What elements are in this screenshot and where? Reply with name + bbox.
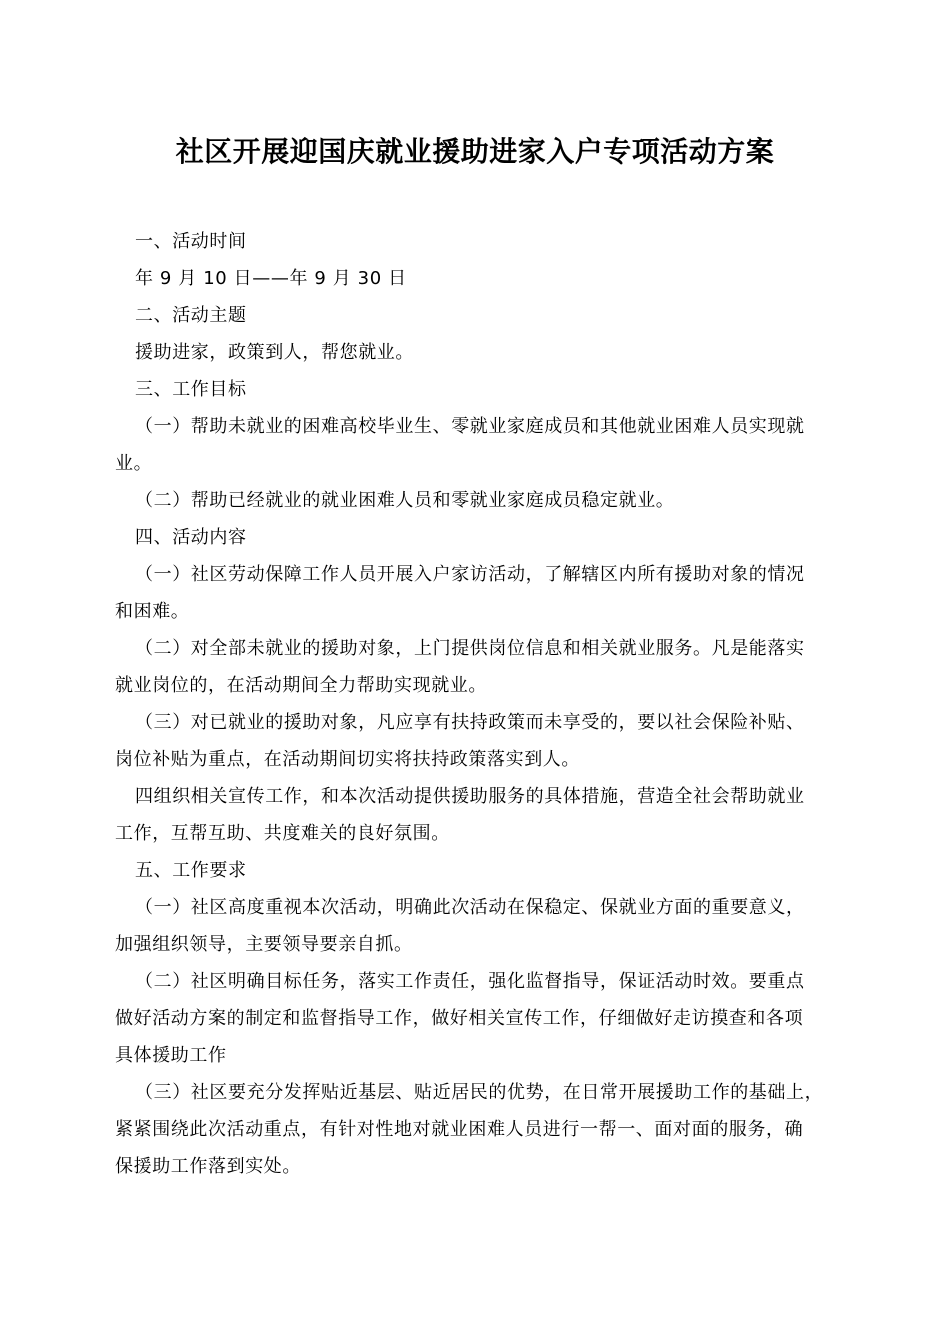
paragraph-line: 加强组织领导，主要领导要亲自抓。 [115,934,413,955]
document-body [115,223,840,1185]
section-heading-theme: 二、活动主题 [135,305,247,326]
paragraph-line: 做好活动方案的制定和监督指导工作，做好相关宣传工作，仔细做好走访摸查和各项 [115,1008,804,1029]
paragraph-line: 和困难。 [115,601,190,622]
paragraph-line: （二）对全部未就业的援助对象，上门提供岗位信息和相关就业服务。凡是能落实 [135,638,805,659]
paragraph-line: （三）对已就业的援助对象，凡应享有扶持政策而未享受的，要以社会保险补贴、 [135,712,805,733]
document-title: 社区开展迎国庆就业援助进家入户专项活动方案 [175,135,775,168]
paragraph-line: （二）社区明确目标任务，落实工作责任，强化监督指导，保证活动时效。要重点 [135,971,805,992]
paragraph-line: 四组织相关宣传工作，和本次活动提供援助服务的具体措施，营造全社会帮助就业 [135,786,805,807]
paragraph-line: （三）社区要充分发挥贴近基层、贴近居民的优势，在日常开展援助工作的基础上， [135,1082,824,1103]
paragraph-line: 紧紧围绕此次活动重点，有针对性地对就业困难人员进行一帮一、面对面的服务，确 [115,1119,804,1140]
paragraph-line: （一）帮助未就业的困难高校毕业生、零就业家庭成员和其他就业困难人员实现就 [135,416,805,437]
paragraph-line: （二）帮助已经就业的就业困难人员和零就业家庭成员稳定就业。 [135,490,675,511]
paragraph-line: 具体援助工作 [115,1045,227,1066]
section-heading-requirements: 五、工作要求 [135,860,247,881]
paragraph-line: （一）社区劳动保障工作人员开展入户家访活动，了解辖区内所有援助对象的情况 [135,564,805,585]
paragraph-line: 保援助工作落到实处。 [115,1156,301,1177]
paragraph-line: 岗位补贴为重点，在活动期间切实将扶持政策落实到人。 [115,749,580,770]
section-heading-content: 四、活动内容 [135,527,247,548]
paragraph-line: 工作，互帮互助、共度难关的良好氛围。 [115,823,450,844]
paragraph-line: 援助进家，政策到人，帮您就业。 [135,342,414,363]
paragraph-line: 就业岗位的，在活动期间全力帮助实现就业。 [115,675,487,696]
paragraph-line: （一）社区高度重视本次活动，明确此次活动在保稳定、保就业方面的重要意义， [135,897,805,918]
paragraph-line: 业。 [115,453,153,474]
paragraph-line: 年 9 月 10 日——年 9 月 30 日 [135,268,407,289]
section-heading-goals: 三、工作目标 [135,379,247,400]
section-heading-time: 一、活动时间 [135,231,247,252]
